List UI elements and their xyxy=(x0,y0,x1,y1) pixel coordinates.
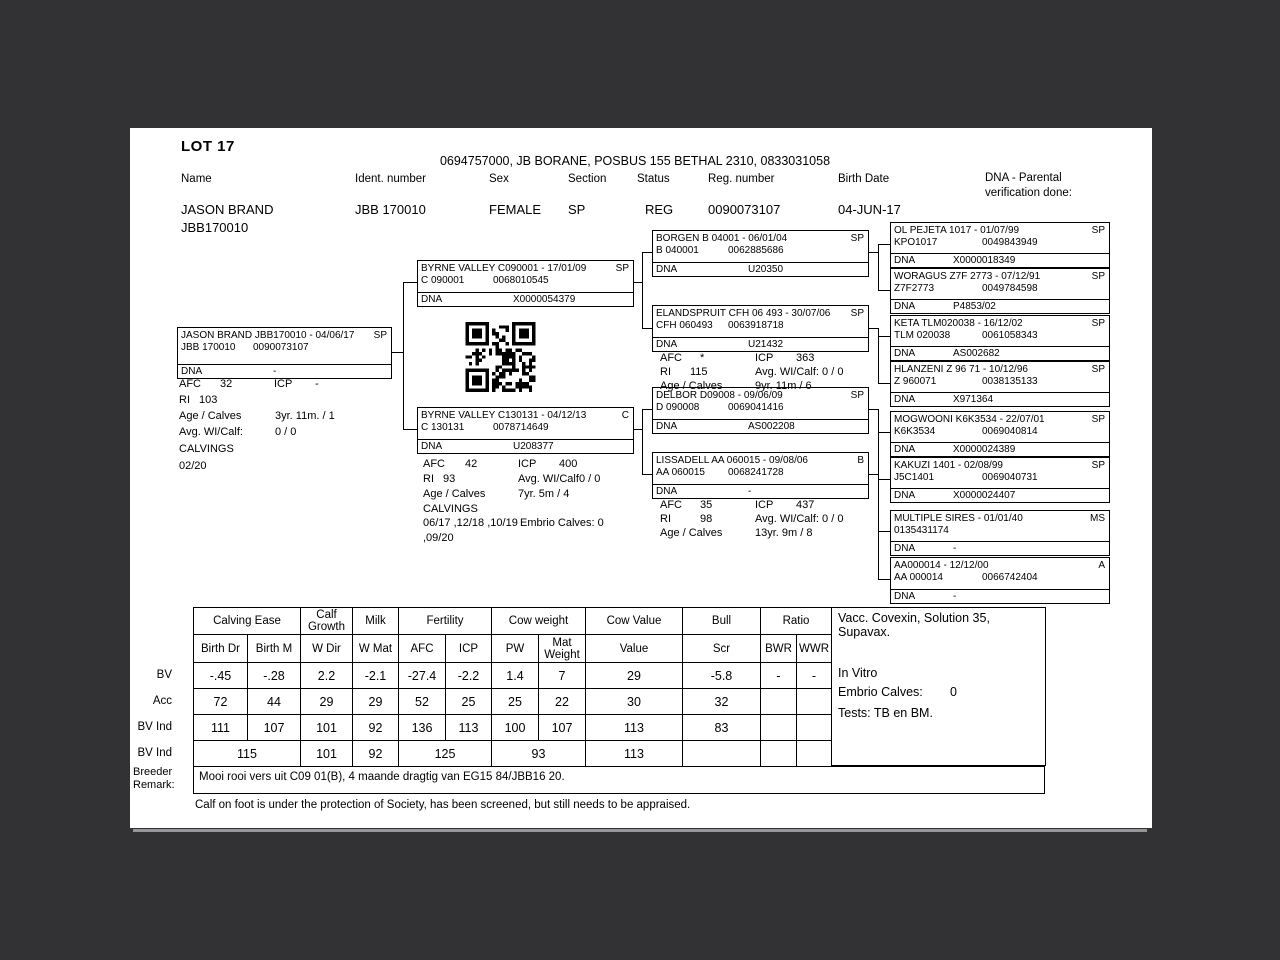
box-name: WORAGUS Z7F 2773 - 07/12/91 xyxy=(894,271,1041,282)
table-cell: 32 xyxy=(683,689,761,715)
box-id2: 0069040814 xyxy=(982,426,1038,437)
box-name: DELBOR D09008 - 09/06/09 xyxy=(656,390,783,401)
box-id1: Z7F2773 xyxy=(894,283,935,294)
table-cell: -.45 xyxy=(194,663,248,689)
pedigree-line xyxy=(878,432,890,433)
table-row-bvind2 xyxy=(194,741,832,767)
dna-label: DNA xyxy=(894,543,916,554)
row-label-bv: BV xyxy=(156,669,172,681)
stat-label: AFC xyxy=(660,499,682,511)
dna-label: DNA xyxy=(656,486,678,497)
box-id2: 0090073107 xyxy=(253,342,309,353)
table-cell xyxy=(797,741,832,767)
table-cell: 25 xyxy=(446,689,492,715)
box-id2: 0063918718 xyxy=(728,320,784,331)
dna-value: P4853/02 xyxy=(953,301,996,312)
col-header-section: Section xyxy=(568,173,607,185)
stat-value: 115 xyxy=(690,366,708,378)
dna-label: DNA xyxy=(181,366,203,377)
pedigree-line xyxy=(642,409,652,410)
col-header-reg: Reg. number xyxy=(708,173,775,185)
table-cell: 29 xyxy=(353,689,399,715)
column-header: Scr xyxy=(683,635,761,663)
column-header: W Mat xyxy=(353,635,399,663)
box-id1: Z 960071 xyxy=(894,376,937,387)
column-header: WWR xyxy=(797,635,832,663)
breeder-remark-text: Mooi rooi vers uit C09 01(B), 4 maande dragtig van EG15 84/JBB16 20. xyxy=(199,771,565,783)
pedigree-line xyxy=(878,244,890,245)
box-id1: K6K3534 xyxy=(894,426,936,437)
col-header-dna-line2: verification done: xyxy=(985,187,1072,199)
stat-label: Avg. WI/Calf xyxy=(518,473,579,485)
group-header: Calf Growth xyxy=(301,608,353,635)
section-tag: SP xyxy=(850,308,864,319)
stat-label: RI xyxy=(660,513,671,525)
pedigree-line xyxy=(878,290,890,291)
stat-value: 35 xyxy=(700,499,713,511)
column-header: Value xyxy=(586,635,683,663)
breeder-remark-label-line2: Remark: xyxy=(133,779,175,791)
stat-value: * xyxy=(700,352,705,364)
pedigree-box-gen3-8 xyxy=(890,557,1110,604)
table-cell: 111 xyxy=(194,715,248,741)
pedigree-box-sire xyxy=(417,260,634,307)
group-header: Ratio xyxy=(761,608,832,635)
stat-label: Age / Calves xyxy=(660,527,723,539)
pedigree-box-gen3-7 xyxy=(890,510,1110,556)
row-label-bvind2: BV Ind xyxy=(137,747,172,759)
table-row-bv xyxy=(194,663,832,689)
table-cell: -5.8 xyxy=(683,663,761,689)
box-id1: KPO1017 xyxy=(894,237,938,248)
section-tag: SP xyxy=(1091,225,1105,236)
box-id1: TLM 020038 xyxy=(894,330,951,341)
dna-value: - xyxy=(953,591,957,602)
society-note: Calf on foot is under the protection of Society, has been screened, but still needs to be appraised. xyxy=(195,799,691,811)
stat-value: 437 xyxy=(796,499,815,511)
stat-label: RI xyxy=(423,473,434,485)
stat-label: ICP xyxy=(755,352,774,364)
catalog-page xyxy=(130,128,1152,828)
table-cell: 72 xyxy=(194,689,248,715)
pedigree-box-gen3-4 xyxy=(890,361,1110,407)
pedigree-line xyxy=(403,282,417,283)
dna-value: X971364 xyxy=(953,394,994,405)
animal-status: REG xyxy=(645,202,674,217)
stat-label: CALVINGS xyxy=(179,443,234,455)
column-header: BWR xyxy=(761,635,797,663)
animal-name: JASON BRAND xyxy=(181,202,274,217)
table-cell: 83 xyxy=(683,715,761,741)
col-header-status: Status xyxy=(637,173,670,185)
embrio-calves-value: 0 xyxy=(950,685,957,699)
table-cell: 1.4 xyxy=(492,663,539,689)
pedigree-box-animal xyxy=(177,327,392,379)
stat-pair xyxy=(518,473,600,485)
group-header: Cow weight xyxy=(492,608,586,635)
table-cell: 100 xyxy=(492,715,539,741)
breeder-contact-line: 0694757000, JB BORANE, POSBUS 155 BETHAL 2310, 0833031058 xyxy=(439,154,831,168)
dna-value: X0000024407 xyxy=(953,490,1016,501)
stat-label: Age / Calves xyxy=(660,380,723,392)
table-cell: 52 xyxy=(399,689,446,715)
pedigree-line xyxy=(878,479,890,480)
table-cell: 92 xyxy=(353,741,399,767)
dna-label: DNA xyxy=(894,444,916,455)
stat-value: 93 xyxy=(443,473,456,485)
column-header: PW xyxy=(492,635,539,663)
lot-number: LOT 17 xyxy=(181,138,235,155)
animal-birth-date: 04-JUN-17 xyxy=(838,202,901,217)
stat-label: AFC xyxy=(179,378,201,390)
pedigree-line xyxy=(642,252,652,253)
pedigree-line xyxy=(878,409,879,479)
table-cell: -2.1 xyxy=(353,663,399,689)
stat-label: ICP xyxy=(274,378,293,390)
stat-value: 7yr. 5m / 4 xyxy=(518,488,570,500)
stat-pair xyxy=(755,366,843,378)
pedigree-line xyxy=(878,336,890,337)
table-cell xyxy=(797,689,832,715)
table-cell: 113 xyxy=(586,715,683,741)
stat-value: 13yr. 9m / 8 xyxy=(755,527,813,539)
pedigree-box-gen3-2 xyxy=(890,268,1110,314)
table-cell xyxy=(797,715,832,741)
col-header-birth: Birth Date xyxy=(838,173,890,185)
animal-ident: JBB 170010 xyxy=(355,202,426,217)
box-id2: 0061058343 xyxy=(982,330,1038,341)
column-header: ICP xyxy=(446,635,492,663)
dam-stats xyxy=(423,458,673,547)
dna-value: - xyxy=(748,486,752,497)
box-name: LISSADELL AA 060015 - 09/08/06 xyxy=(656,455,808,466)
table-cell: 25 xyxy=(492,689,539,715)
table-cell: -2.2 xyxy=(446,663,492,689)
dna-value: X0000054379 xyxy=(513,294,576,305)
table-cell: 101 xyxy=(301,715,353,741)
table-cell xyxy=(683,741,761,767)
column-header: AFC xyxy=(399,635,446,663)
stat-label: ICP xyxy=(518,458,537,470)
pedigree-line xyxy=(878,579,890,580)
column-header: W Dir xyxy=(301,635,353,663)
pedigree-box-gen3-3 xyxy=(890,315,1110,361)
section-tag: B xyxy=(857,455,864,466)
section-tag: SP xyxy=(850,390,864,401)
invitro-text: In Vitro xyxy=(838,666,878,680)
dna-label: DNA xyxy=(656,421,678,432)
table-cell: 113 xyxy=(446,715,492,741)
box-id1: D 090008 xyxy=(656,402,700,413)
stat-value: 98 xyxy=(700,513,713,525)
table-cell: 29 xyxy=(586,663,683,689)
dna-value: U208377 xyxy=(513,441,554,452)
dna-label: DNA xyxy=(894,255,916,266)
stat-label: Avg. WI/Calf: xyxy=(755,366,819,378)
dna-value: - xyxy=(273,366,277,377)
row-label-bvind: BV Ind xyxy=(137,721,172,733)
table-cell: 107 xyxy=(248,715,301,741)
stat-label: Avg. WI/Calf: xyxy=(179,426,243,438)
vaccination-info-panel xyxy=(831,607,1046,766)
table-cell: -27.4 xyxy=(399,663,446,689)
section-tag: A xyxy=(1098,560,1105,571)
dna-label: DNA xyxy=(894,348,916,359)
box-name: HLANZENI Z 96 71 - 10/12/96 xyxy=(894,364,1028,375)
stat-pair xyxy=(755,513,843,525)
dna-label: DNA xyxy=(894,490,916,501)
box-id2: 0062885686 xyxy=(728,245,784,256)
breeding-values-table xyxy=(193,607,832,767)
stat-label: RI xyxy=(179,394,190,406)
pedigree-box-dam-dam xyxy=(652,452,869,499)
table-cell: 92 xyxy=(353,715,399,741)
box-name: BORGEN B 04001 - 06/01/04 xyxy=(656,233,788,244)
pedigree-box-gen3-5 xyxy=(890,411,1110,457)
box-id2: 0049843949 xyxy=(982,237,1038,248)
group-header: Fertility xyxy=(399,608,492,635)
box-name: BYRNE VALLEY C130131 - 04/12/13 xyxy=(421,410,587,421)
box-id2: 0038135133 xyxy=(982,376,1038,387)
box-id2: 0066742404 xyxy=(982,572,1038,583)
animal-name-id: JBB170010 xyxy=(181,220,249,235)
table-cell: 107 xyxy=(539,715,586,741)
stat-label: Age / Calves xyxy=(423,488,486,500)
dna-value: AS002208 xyxy=(748,421,795,432)
box-name: MULTIPLE SIRES - 01/01/40 xyxy=(894,513,1023,524)
section-tag: SP xyxy=(615,263,629,274)
box-id2: 0068241728 xyxy=(728,467,784,478)
table-row-acc xyxy=(194,689,832,715)
box-id2: 0078714649 xyxy=(493,422,549,433)
section-tag: SP xyxy=(1091,271,1105,282)
table-cell: 30 xyxy=(586,689,683,715)
stat-label: AFC xyxy=(423,458,445,470)
box-id1: AA 060015 xyxy=(656,467,705,478)
col-header-ident: Ident. number xyxy=(355,173,426,185)
box-name: BYRNE VALLEY C090001 - 17/01/09 xyxy=(421,263,587,274)
dna-value: U21432 xyxy=(748,339,784,350)
breeder-remark-label-line1: Breeder xyxy=(133,766,173,778)
group-header: Milk xyxy=(353,608,399,635)
dna-label: DNA xyxy=(656,264,678,275)
box-id1: JBB 170010 xyxy=(181,342,236,353)
table-cell xyxy=(761,715,797,741)
group-header: Calving Ease xyxy=(194,608,301,635)
box-id2: 0049784598 xyxy=(982,283,1038,294)
pedigree-box-sire-sire xyxy=(652,230,869,277)
stat-value: 0 / 0 xyxy=(822,513,844,525)
box-id1: C 130131 xyxy=(421,422,465,433)
table-cell: 2.2 xyxy=(301,663,353,689)
column-header: Birth M xyxy=(248,635,301,663)
stat-value: Embrio Calves: 0 xyxy=(520,517,604,529)
pedigree-line xyxy=(642,252,643,328)
pedigree-box-gen3-6 xyxy=(890,457,1110,503)
box-id2: 0068010545 xyxy=(493,275,549,286)
table-cell: 29 xyxy=(301,689,353,715)
dna-label: DNA xyxy=(894,301,916,312)
column-header: Mat Weight xyxy=(539,635,586,663)
stat-value: 363 xyxy=(796,352,815,364)
stat-value: 0 / 0 xyxy=(822,366,844,378)
group-header: Cow Value xyxy=(586,608,683,635)
dna-label: DNA xyxy=(421,294,443,305)
box-id2: 0069041416 xyxy=(728,402,784,413)
stat-value: 0 / 0 xyxy=(275,426,297,438)
stat-value: 400 xyxy=(559,458,578,470)
dna-value: X0000018349 xyxy=(953,255,1016,266)
box-name: KETA TLM020038 - 16/12/02 xyxy=(894,318,1023,329)
animal-stats xyxy=(179,378,429,476)
stat-value: ,09/20 xyxy=(423,532,454,544)
col-header-dna-line1: DNA - Parental xyxy=(985,172,1062,184)
table-cell: 113 xyxy=(586,741,683,767)
section-tag: SP xyxy=(850,233,864,244)
stat-label: AFC xyxy=(660,352,682,364)
stat-label: RI xyxy=(660,366,671,378)
col-header-name: Name xyxy=(181,173,212,185)
box-name: AA000014 - 12/12/00 xyxy=(894,560,989,571)
stat-value: 42 xyxy=(465,458,478,470)
dna-label: DNA xyxy=(421,441,443,452)
box-id1: J5C1401 xyxy=(894,472,935,483)
section-tag: C xyxy=(621,410,629,421)
section-tag: SP xyxy=(1091,318,1105,329)
table-cell: 136 xyxy=(399,715,446,741)
embrio-calves-label: Embrio Calves: xyxy=(838,685,923,699)
dna-label: DNA xyxy=(656,339,678,350)
vaccination-text: Vacc. Covexin, Solution 35, Supavax. xyxy=(838,611,990,639)
dam-dam-stats xyxy=(660,499,890,541)
column-header: Birth Dr xyxy=(194,635,248,663)
dna-label: DNA xyxy=(894,394,916,405)
group-header: Bull xyxy=(683,608,761,635)
table-row-bvind xyxy=(194,715,832,741)
qr-code xyxy=(463,322,538,392)
pedigree-box-dam-sire xyxy=(652,387,869,434)
box-name: MOGWOONI K6K3534 - 22/07/01 xyxy=(894,414,1045,425)
stat-label: ICP xyxy=(755,499,774,511)
stat-value: 0 / 0 xyxy=(578,473,601,485)
page-shadow xyxy=(133,829,1147,832)
dna-value: - xyxy=(953,543,957,554)
table-cell: 125 xyxy=(399,741,492,767)
stat-value: 02/20 xyxy=(179,460,207,472)
table-cell: 115 xyxy=(194,741,301,767)
animal-reg-number: 0090073107 xyxy=(708,202,781,217)
table-cell: - xyxy=(797,663,832,689)
pedigree-line xyxy=(642,328,652,329)
breeder-remark-box xyxy=(193,766,1045,794)
stat-value: 3yr. 11m. / 1 xyxy=(275,410,335,422)
table-cell xyxy=(761,741,797,767)
stat-label: Age / Calves xyxy=(179,410,242,422)
dna-value: X0000024389 xyxy=(953,444,1016,455)
stat-value: 06/17 ,12/18 ,10/19 xyxy=(423,517,518,529)
dna-value: U20350 xyxy=(748,264,784,275)
section-tag: SP xyxy=(1091,460,1105,471)
table-cell: 7 xyxy=(539,663,586,689)
col-header-sex: Sex xyxy=(489,173,509,185)
animal-section: SP xyxy=(568,202,586,217)
box-id1: CFH 060493 xyxy=(656,320,713,331)
dna-label: DNA xyxy=(894,591,916,602)
section-tag: SP xyxy=(373,330,387,341)
stat-value: 103 xyxy=(199,394,218,406)
pedigree-box-gen3-1 xyxy=(890,222,1110,268)
box-name: ELANDSPRUIT CFH 06 493 - 30/07/06 xyxy=(656,308,831,319)
box-name: OL PEJETA 1017 - 01/07/99 xyxy=(894,225,1020,236)
table-cell: 44 xyxy=(248,689,301,715)
table-cell xyxy=(761,689,797,715)
stat-value: - xyxy=(315,378,319,390)
row-label-acc: Acc xyxy=(152,695,172,707)
dna-value: AS002682 xyxy=(953,348,1000,359)
box-id1: C 090001 xyxy=(421,275,465,286)
stat-label: Avg. WI/Calf: xyxy=(755,513,819,525)
box-name: KAKUZI 1401 - 02/08/99 xyxy=(894,460,1003,471)
stat-value: 9yr. 11m / 6 xyxy=(755,380,812,392)
stat-value: 32 xyxy=(220,378,233,390)
pedigree-box-sire-dam xyxy=(652,305,869,352)
animal-sex: FEMALE xyxy=(489,202,542,217)
box-id1: AA 000014 xyxy=(894,572,943,583)
table-cell: -.28 xyxy=(248,663,301,689)
pedigree-box-dam xyxy=(417,407,634,454)
section-tag: SP xyxy=(1091,364,1105,375)
table-cell: - xyxy=(761,663,797,689)
sire-dam-stats xyxy=(660,352,890,394)
box-id2: 0069040731 xyxy=(982,472,1038,483)
section-tag: SP xyxy=(1091,414,1105,425)
pedigree-line xyxy=(878,244,879,290)
stat-label: CALVINGS xyxy=(423,503,478,515)
table-cell: 93 xyxy=(492,741,586,767)
box-id1: B 040001 xyxy=(656,245,699,256)
box-id1: 0135431174 xyxy=(894,525,949,536)
tests-text: Tests: TB en BM. xyxy=(838,706,933,720)
table-cell: 22 xyxy=(539,689,586,715)
section-tag: MS xyxy=(1090,513,1105,524)
box-name: JASON BRAND JBB170010 - 04/06/17 xyxy=(181,330,355,341)
table-cell: 101 xyxy=(301,741,353,767)
